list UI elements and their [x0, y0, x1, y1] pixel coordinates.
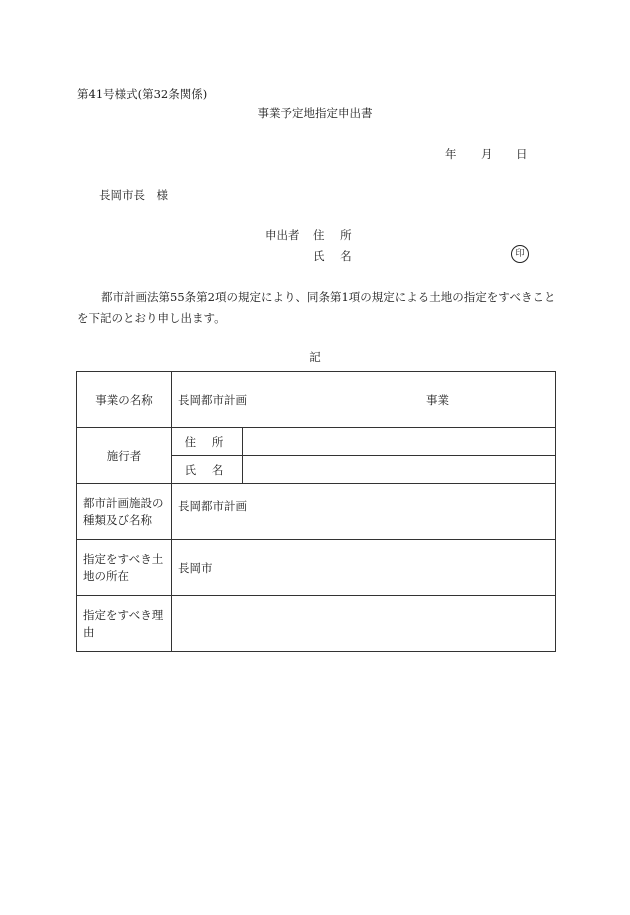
operator-label: 施行者 [77, 428, 172, 484]
document-title: 事業予定地指定申出書 [257, 106, 373, 120]
operator-address-label: 住 所 [172, 428, 243, 456]
business-name-value: 長岡都市計画 [178, 392, 247, 407]
operator-name-label: 氏 名 [172, 456, 243, 484]
seal-mark: 印 [511, 245, 529, 263]
business-suffix: 事業 [426, 392, 449, 407]
business-name-label: 事業の名称 [77, 372, 172, 428]
table-row [77, 596, 556, 652]
reason-label: 指定をすべき理由 [77, 596, 172, 652]
date-month-label: 月 [481, 147, 493, 161]
applicant-address-label: 住 所 [313, 228, 358, 242]
applicant-name-label: 氏 名 [313, 249, 358, 263]
operator-address-value [243, 428, 556, 456]
facility-label: 都市計画施設の種類及び名称 [77, 484, 172, 540]
table-row [77, 372, 556, 428]
location-value: 長岡市 [172, 540, 556, 596]
reason-value [172, 596, 556, 652]
detail-table [76, 371, 556, 652]
business-name-cell [172, 372, 556, 428]
date-year-label: 年 [445, 147, 457, 161]
form-number: 第41号様式(第32条関係) [77, 87, 208, 101]
table-row [77, 540, 556, 596]
date-day-label: 日 [516, 147, 528, 161]
ki-heading: 記 [309, 350, 321, 364]
table-row [77, 484, 556, 540]
facility-value: 長岡都市計画 [172, 484, 556, 540]
body-text: 都市計画法第55条第2項の規定により、同条第1項の規定による土地の指定をすべきことを下記のとおり申し出ます。 [77, 290, 556, 325]
applicant-label: 申出者 [265, 228, 300, 242]
operator-name-value [243, 456, 556, 484]
location-label: 指定をすべき土地の所在 [77, 540, 172, 596]
table-row [77, 428, 556, 456]
addressee: 長岡市長 様 [99, 188, 168, 202]
